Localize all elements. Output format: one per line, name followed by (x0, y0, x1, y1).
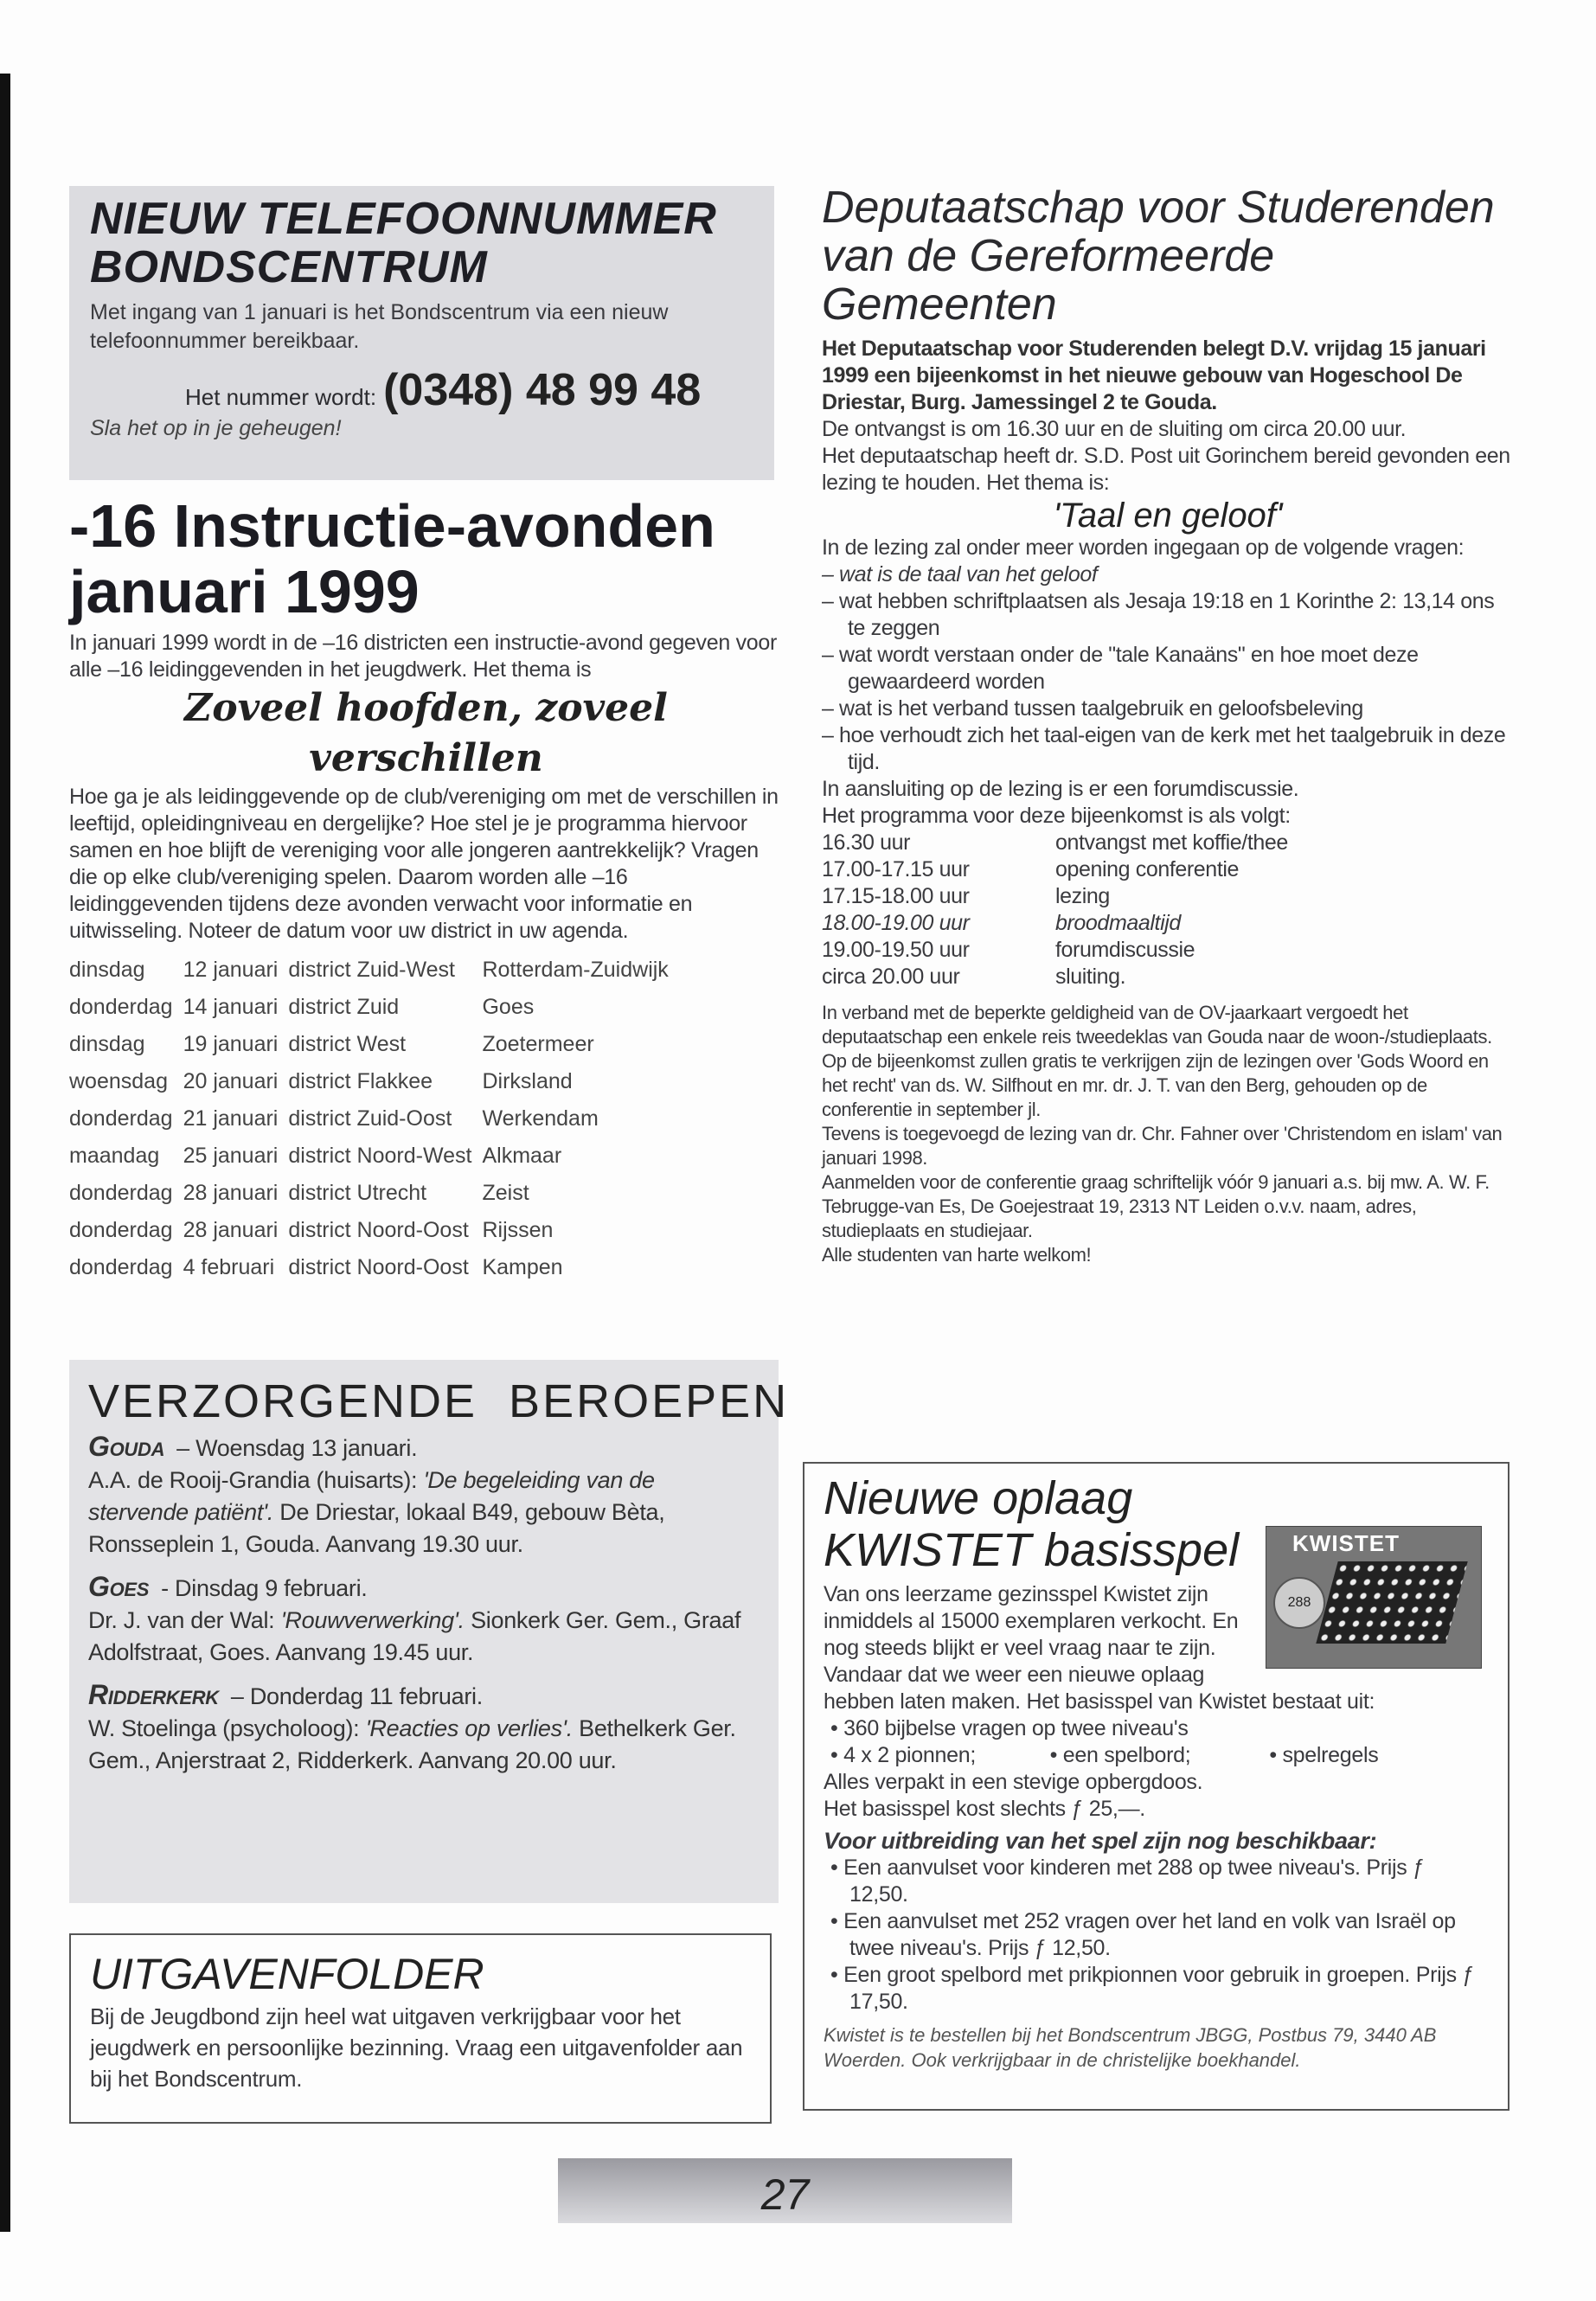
table-cell: district Zuid (288, 995, 400, 1019)
publications-folder-box (69, 1933, 772, 2124)
kwistet-game-image (1266, 1526, 1482, 1669)
page-edge-bar (0, 74, 10, 2232)
deputation-s2: Op de bijeenkomst zullen gratis te verkrijgen zijn de lezingen over 'Gods Woord en het recht' van ds. W. Silfhout en mr. dr. J. T. van den Berg, gehouden op de conferentie in september jl. (822, 1050, 1489, 1120)
table-cell: Dirksland (482, 1069, 573, 1093)
question-item: – wat hebben schriftplaatsen als Jesaja 19:18 en 1 Korinthe 2: 13,14 ons te zeggen (822, 589, 1495, 640)
kwistet-item: • spelregels (1269, 1743, 1379, 1767)
deputation-article (822, 183, 1514, 1267)
kwistet-intro: Van ons leerzame gezinsspel Kwistet zijn inmiddels al 15000 exemplaren verkocht. En nog steeds blijkt er veel vraag naar te zijn. Vandaar dat we weer een nieuwe oplaag hebben laten maken. Het basisspel van Kwistet bestaat uit: (824, 1582, 1375, 1714)
instruction-intro: In januari 1999 wordt in de –16 districten een instructie-avond gegeven voor alle –16 leidinggevenden in het jeugdwerk. Het thema is (69, 631, 778, 682)
program-time: 17.00-17.15 uur (822, 857, 970, 881)
session-place: Sionkerk Ger. Gem., Graaf Adolfstraat, Goes. Aanvang 19.45 uur. (88, 1607, 741, 1665)
table-cell: Rijssen (482, 1218, 554, 1242)
folder-body: Bij de Jeugdbond zijn heel wat uitgaven verkrijgbaar voor het jeugdwerk en persoonlijke bezinning. Vraag een uitgavenfolder aan bij het Bondscentrum. (90, 2003, 743, 2092)
session-speaker: W. Stoelinga (psycholoog): (88, 1715, 366, 1741)
table-cell: donderdag (69, 1106, 173, 1131)
table-cell: maandag (69, 1144, 160, 1168)
phone-heading: NIEUW TELEFOONNUMMER BONDSCENTRUM (90, 194, 717, 292)
table-cell: Zoetermeer (482, 1032, 594, 1056)
kwistet-extension-heading: Voor uitbreiding van het spel zijn nog beschikbaar: (824, 1828, 1377, 1854)
instruction-evenings-article (69, 493, 783, 1286)
deputation-p4: In aansluiting op de lezing is er een forumdiscussie. (822, 777, 1299, 801)
table-row (69, 1175, 679, 1212)
table-row (69, 1100, 679, 1138)
session-date: - Dinsdag 9 februari. (161, 1575, 368, 1601)
question-item: – wat wordt verstaan onder de "tale Kanaäns" en hoe moet deze gewaardeerd worden (822, 643, 1419, 694)
care-session (88, 1679, 760, 1777)
table-cell: 12 januari (183, 958, 279, 982)
session-place: Bethelkerk Ger. Gem., Anjerstraat 2, Ridderkerk. Aanvang 20.00 uur. (88, 1715, 736, 1773)
phone-body: Met ingang van 1 januari is het Bondscentrum via een nieuw telefoonnummer bereikbaar. (90, 300, 669, 353)
program-activity: opening conferentie (1055, 857, 1240, 881)
deputation-s4: Aanmelden voor de conferentie graag schriftelijk vóór 9 januari a.s. bij mw. A. W. F. Tebrugge-van Es, De Goejestraat 19, 2313 NT Leiden o.v.v. naam, adres, studieplaats en studiejaar. (822, 1171, 1490, 1241)
session-city: Ridderkerk (88, 1679, 219, 1710)
table-cell: district Zuid-West (288, 958, 456, 982)
table-cell: Werkendam (482, 1106, 599, 1131)
kwistet-heading: Nieuwe oplaag KWISTET basisspel (824, 1472, 1240, 1576)
table-row (69, 1063, 679, 1100)
instruction-theme: Zoveel hoofden, zoveel verschillen (184, 686, 668, 780)
program-list (822, 830, 1514, 990)
session-city: Gouda (88, 1431, 165, 1462)
table-cell: Rotterdam-Zuidwijk (482, 958, 669, 982)
session-date: – Donderdag 11 februari. (230, 1683, 483, 1709)
session-details (88, 1605, 760, 1669)
instruction-body: Hoe ga je als leidinggevende op de club/vereniging om met de verschillen in leeftijd, opleidingniveau en dergelijke? Hoe stel je je programma hiervoor samen en hoe blijft de vereniging voor alle jongeren aantrekkelijk? Vragen die op elke club/vereniging spelen. Daarom worden alle –16 leidinggevenden tijdens deze avonden verwacht voor informatie en uitwisseling. Noteer de datum voor uw district in uw agenda. (69, 785, 779, 943)
program-time: 17.15-18.00 uur (822, 884, 970, 908)
program-activity: ontvangst met koffie/thee (1055, 830, 1288, 855)
kwistet-items-row (824, 1742, 1489, 1769)
table-cell: dinsdag (69, 958, 145, 982)
phone-number: (0348) 48 99 48 (383, 365, 702, 415)
phone-note: Sla het op in je geheugen! (90, 416, 342, 440)
game-board-graphic (1316, 1561, 1467, 1644)
session-date: – Woensdag 13 januari. (176, 1435, 418, 1461)
table-cell: 4 februari (183, 1255, 275, 1279)
table-row (69, 1026, 679, 1063)
folder-heading: UITGAVENFOLDER (90, 1950, 484, 1998)
table-cell: Zeist (482, 1181, 529, 1205)
district-schedule-table (69, 952, 679, 1286)
kwistet-price: Het basisspel kost slechts ƒ 25,—. (824, 1797, 1145, 1821)
deputation-p2: Het deputaatschap heeft dr. S.D. Post uit Gorinchem bereid gevonden een lezing te houden. Het thema is: (822, 444, 1510, 495)
deputation-s5: Alle studenten van harte welkom! (822, 1244, 1092, 1266)
table-cell: 19 januari (183, 1032, 279, 1056)
table-cell: 28 januari (183, 1181, 279, 1205)
table-cell: district Utrecht (288, 1181, 427, 1205)
session-place: De Driestar, lokaal B49, gebouw Bèta, Ronsseplein 1, Gouda. Aanvang 19.30 uur. (88, 1499, 665, 1557)
instruction-heading: -16 Instructie-avonden januari 1999 (69, 492, 715, 625)
extension-item: • Een groot spelbord met prikpionnen voor gebruik in groepen. Prijs ƒ 17,50. (824, 1962, 1489, 2016)
session-header (88, 1679, 760, 1713)
care-session (88, 1431, 760, 1561)
table-cell: district Flakkee (288, 1069, 433, 1093)
deputation-s1: In verband met de beperkte geldigheid van de OV-jaarkaart vergoedt het deputaatschap een enkele reis tweedeklas van Gouda naar de woon-/studieplaats. (822, 1002, 1492, 1048)
new-phone-number-box (69, 186, 774, 480)
program-activity: lezing (1055, 884, 1110, 908)
program-time: circa 20.00 uur (822, 965, 960, 989)
care-professions-box (69, 1360, 790, 1903)
deputation-lead: Het Deputaatschap voor Studerenden belegt D.V. vrijdag 15 januari 1999 een bijeenkomst in het nieuwe gebouw van Hogeschool De Driestar, Burg. Jamessingel 2 te Gouda. (822, 336, 1486, 414)
table-cell: woensdag (69, 1069, 168, 1093)
session-speaker: Dr. J. van der Wal: (88, 1607, 281, 1633)
table-row (69, 1138, 679, 1175)
table-cell: dinsdag (69, 1032, 145, 1056)
table-cell: donderdag (69, 1255, 173, 1279)
program-time: 16.30 uur (822, 830, 911, 855)
table-row (69, 1212, 679, 1249)
table-cell: district Zuid-Oost (288, 1106, 452, 1131)
table-cell: Kampen (482, 1255, 563, 1279)
program-time: 19.00-19.50 uur (822, 938, 970, 962)
session-details (88, 1713, 760, 1777)
table-cell: Goes (482, 995, 535, 1019)
kwistet-image-label: KWISTET (1292, 1530, 1400, 1556)
session-header (88, 1571, 760, 1605)
extension-list (824, 1855, 1489, 2016)
table-cell: 21 januari (183, 1106, 279, 1131)
table-row (69, 989, 679, 1026)
deputation-theme: 'Taal en geloof' (1053, 497, 1283, 535)
table-cell: donderdag (69, 1218, 173, 1242)
session-header (88, 1431, 760, 1465)
page-number: 27 (558, 2158, 1012, 2223)
table-cell: district Noord-Oost (288, 1218, 469, 1242)
table-cell: district West (288, 1032, 407, 1056)
program-time: 18.00-19.00 uur (822, 911, 970, 935)
table-cell: Alkmaar (482, 1144, 562, 1168)
table-cell: district Noord-West (288, 1144, 472, 1168)
deputation-s3: Tevens is toegevoegd de lezing van dr. Chr. Fahner over 'Christendom en islam' van januari 1998. (822, 1123, 1503, 1169)
table-cell: 14 januari (183, 995, 279, 1019)
session-topic: 'De begeleiding van de stervende patiënt'. (88, 1467, 655, 1525)
program-activity: sluiting. (1055, 965, 1126, 989)
session-speaker: A.A. de Rooij-Grandia (huisarts): (88, 1467, 424, 1493)
phone-number-line (90, 364, 753, 416)
extension-item: • Een aanvulset met 252 vragen over het land en volk van Israël op twee niveau's. Prijs ƒ 12,50. (824, 1908, 1489, 1962)
kwistet-packed: Alles verpakt in een stevige opbergdoos. (824, 1770, 1203, 1794)
seal-badge: 288 (1273, 1577, 1325, 1629)
session-topic: 'Rouwverwerking'. (280, 1607, 465, 1633)
deputation-heading: Deputaatschap voor Studerenden van de Gereformeerde Gemeenten (822, 183, 1495, 330)
deputation-p1: De ontvangst is om 16.30 uur en de sluiting om circa 20.00 uur. (822, 417, 1407, 441)
extension-item: • Een aanvulset voor kinderen met 288 op twee niveau's. Prijs ƒ 12,50. (824, 1855, 1489, 1908)
program-activity: forumdiscussie (1055, 938, 1195, 962)
table-row (69, 952, 679, 989)
kwistet-box (803, 1462, 1509, 2111)
session-details (88, 1465, 760, 1561)
deputation-p3: In de lezing zal onder meer worden ingegaan op de volgende vragen: (822, 535, 1465, 560)
table-cell: 25 januari (183, 1144, 279, 1168)
table-cell: 28 januari (183, 1218, 279, 1242)
question-item: – wat is het verband tussen taalgebruik en geloofsbeleving (822, 696, 1363, 721)
phone-label: Het nummer wordt: (185, 384, 377, 410)
table-cell: 20 januari (183, 1069, 279, 1093)
table-cell: donderdag (69, 995, 173, 1019)
kwistet-item: • een spelbord; (1049, 1743, 1191, 1767)
question-list (822, 561, 1514, 776)
table-cell: district Noord-Oost (288, 1255, 469, 1279)
care-heading: VERZORGENDE BEROEPEN (88, 1375, 790, 1427)
session-city: Goes (88, 1571, 150, 1602)
kwistet-item: • 360 bijbelse vragen op twee niveau's (824, 1715, 1489, 1742)
table-row (69, 1249, 679, 1286)
kwistet-item: • 4 x 2 pionnen; (830, 1743, 976, 1767)
table-cell: donderdag (69, 1181, 173, 1205)
question-item: – wat is de taal van het geloof (822, 562, 1098, 586)
kwistet-order-note: Kwistet is te bestellen bij het Bondscentrum JBGG, Postbus 79, 3440 AB Woerden. Ook verkrijgbaar in de christelijke boekhandel. (824, 2024, 1437, 2071)
deputation-p5: Het programma voor deze bijeenkomst is als volgt: (822, 804, 1291, 828)
session-topic: 'Reacties op verlies'. (365, 1715, 573, 1741)
program-activity: broodmaaltijd (1055, 911, 1181, 935)
question-item: – hoe verhoudt zich het taal-eigen van de kerk met het taalgebruik in deze tijd. (822, 723, 1506, 774)
care-session (88, 1571, 760, 1669)
